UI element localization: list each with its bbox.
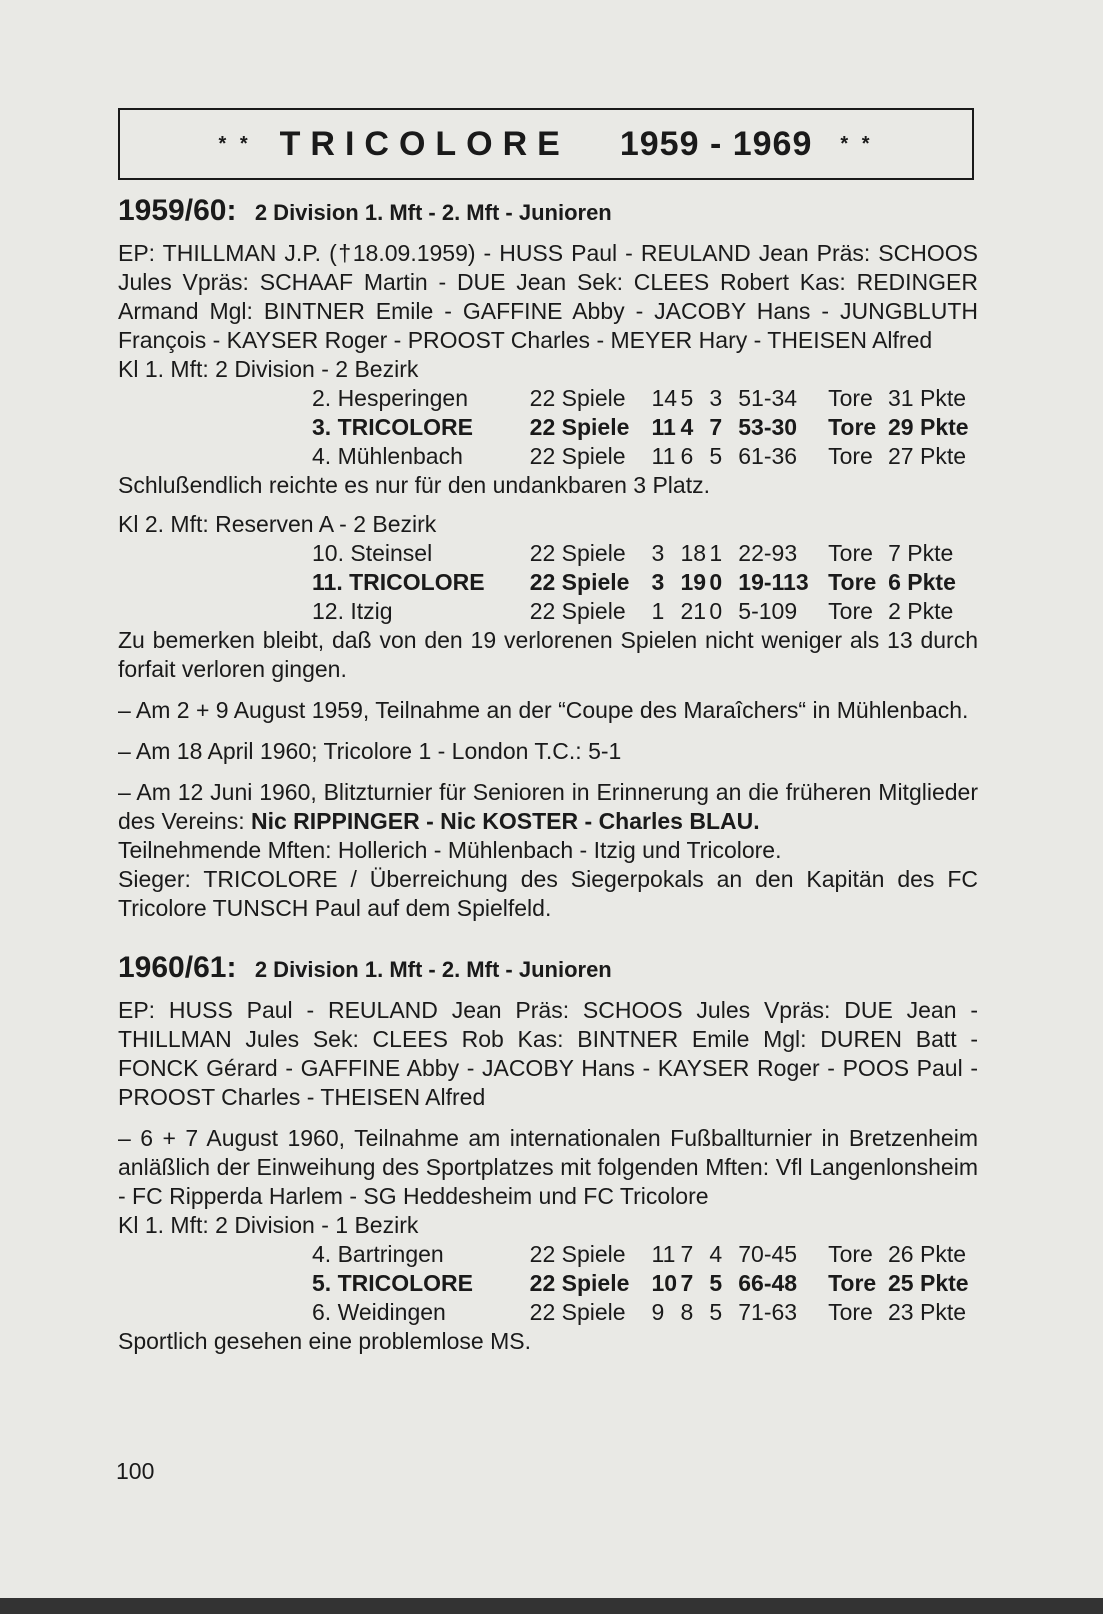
table-cell: 7 [709,414,723,440]
table-cell: 4 [680,414,694,440]
season-1959-heading [118,196,978,227]
table-cell: 3. TRICOLORE [312,414,474,440]
committee-1959: EP: THILLMAN J.P. (†18.09.1959) - HUSS Paul - REULAND Jean Präs: SCHOOS Jules Vpräs: SCHAAF Martin - DUE Jean Sek: CLEES Robert Kas: REDINGER Armand Mgl: BINTNER Emile - GAFFINE Abby - JACOBY Hans - JUNGBLUTH François - KAYSER Roger - PROOST Charles - MEYER Hary - THEISEN Alfred [118,240,978,353]
table-cell: 3 [709,385,723,411]
note-text: Schlußendlich reichte es nur für den undankbaren 3 Platz. [118,472,710,498]
table-cell: 29 Pkte [888,414,969,440]
standings-table [312,384,978,471]
table-cell: 7 [680,1241,694,1267]
class-heading: Kl 1. Mft: 2 Division - 1 Bezirk [118,1212,419,1238]
table-cell: 4. Mühlenbach [312,443,463,469]
table-cell: 6. Weidingen [312,1299,446,1325]
table-cell: Tore [828,540,873,566]
title-stars-left: * * [218,132,252,155]
table-row [312,539,978,568]
table-cell: 1 [709,540,723,566]
table-row [312,1269,978,1298]
table-cell: 22 Spiele [529,1241,626,1267]
class-heading: Kl 1. Mft: 2 Division - 2 Bezirk [118,356,419,382]
table-cell: Tore [828,1241,873,1267]
table-row [312,568,978,597]
table-cell: 19-113 [738,569,809,595]
title-years: 1959 - 1969 [619,124,813,163]
table-cell: 22-93 [738,540,798,566]
table-cell: 22 Spiele [529,1299,626,1325]
title-stars-right: * * [840,132,874,155]
season-subtitle: 2 Division 1. Mft - 2. Mft - Junioren [254,200,612,225]
table-cell: 7 [680,1270,694,1296]
table-cell: 5 [709,1270,723,1296]
table-cell: 7 Pkte [888,540,954,566]
event-text: – Am 12 Juni 1960, Blitzturnier für Senioren in Erinnerung an die früheren Mitglieder des Vereins: Nic RIPPINGER - Nic KOSTER - Charles BLAU. [118,779,978,834]
table-cell: 12. Itzig [312,598,393,624]
table-cell: 22 Spiele [529,385,626,411]
table-cell: Tore [828,443,873,469]
table-cell: 10. Steinsel [312,540,433,566]
table-cell: 5 [680,385,694,411]
table-cell: 9 [651,1299,665,1325]
table-cell: 0 [709,569,723,595]
table-cell: 6 Pkte [888,569,956,595]
table-cell: 21 [680,598,707,624]
table-cell: 6 [680,443,694,469]
note-text: Zu bemerken bleibt, daß von den 19 verlorenen Spielen nicht weniger als 13 durch forfait verloren gingen. [118,627,978,682]
table-cell: 71-63 [738,1299,798,1325]
table-cell: 25 Pkte [888,1270,969,1296]
event-text: Sieger: TRICOLORE / Überreichung des Siegerpokals an den Kapitän des FC Tricolore TUNSCH Paul auf dem Spielfeld. [118,866,978,921]
page-number: 100 [116,1458,155,1484]
table-cell: 22 Spiele [529,414,630,440]
table-cell: 4. Bartringen [312,1241,444,1267]
scan-edge [0,1598,1103,1614]
table-cell: 51-34 [738,385,798,411]
table-row [312,384,978,413]
table-cell: 70-45 [738,1241,798,1267]
table-cell: 8 [680,1299,694,1325]
table-cell: 14 [651,385,678,411]
table-cell: Tore [828,385,873,411]
table-cell: 0 [709,598,723,624]
table-cell: 22 Spiele [529,569,630,595]
table-cell: 11 [651,1241,676,1267]
event-text: – 6 + 7 August 1960, Teilnahme am internationalen Fußballturnier in Bretzenheim anläßlich der Einweihung des Sportplatzes mit folgenden Mften: Vfl Langenlonsheim - FC Ripperda Harlem - SG Heddesheim und FC Tricolore [118,1125,978,1209]
table-cell: 53-30 [738,414,798,440]
table-row [312,1298,978,1327]
class-heading: Kl 2. Mft: Reserven A - 2 Bezirk [118,511,437,537]
season-year: 1960/61: [118,951,237,984]
table-cell: 4 [709,1241,723,1267]
table-cell: 31 Pkte [888,385,966,411]
committee-1960: EP: HUSS Paul - REULAND Jean Präs: SCHOOS Jules Vpräs: DUE Jean - THILLMAN Jules Sek: CLEES Rob Kas: BINTNER Emile Mgl: DUREN Batt - FONCK Gérard - GAFFINE Abby - JACOBY Hans - KAYSER Roger - POOS Paul - PROOST Charles - THEISEN Alfred [118,997,978,1110]
table-cell: 3 [651,540,665,566]
table-cell: 5 [709,1299,723,1325]
event-text: – Am 2 + 9 August 1959, Teilnahme an der “Coupe des Maraîchers“ in Mühlenbach. [118,697,969,723]
table-cell: 11. TRICOLORE [312,569,485,595]
table-row [312,597,978,626]
table-cell: 61-36 [738,443,798,469]
table-cell: 5 [709,443,723,469]
season-subtitle: 2 Division 1. Mft - 2. Mft - Junioren [254,957,612,982]
standings-table [312,1240,978,1327]
season-year: 1959/60: [118,194,237,227]
table-cell: 5. TRICOLORE [312,1270,474,1296]
table-cell: 2 Pkte [888,598,954,624]
table-cell: 11 [651,443,676,469]
table-cell: Tore [828,414,877,440]
table-cell: 22 Spiele [529,443,626,469]
title-word: TRICOLORE [279,124,570,163]
table-cell: 18 [680,540,707,566]
standings-table [312,539,978,626]
table-cell: 3 [651,569,665,595]
table-row [312,413,978,442]
table-cell: Tore [828,569,877,595]
table-cell: Tore [828,1270,877,1296]
page-content [118,196,978,1356]
event-text: Teilnehmende Mften: Hollerich - Mühlenbach - Itzig und Tricolore. [118,837,782,863]
event-text: – Am 18 April 1960; Tricolore 1 - London T.C.: 5-1 [118,738,622,764]
table-cell: 27 Pkte [888,443,966,469]
table-cell: 66-48 [738,1270,798,1296]
table-cell: Tore [828,598,873,624]
table-row [312,1240,978,1269]
table-cell: Tore [828,1299,873,1325]
table-cell: 2. Hesperingen [312,385,468,411]
table-cell: 1 [651,598,665,624]
note-text: Sportlich gesehen eine problemlose MS. [118,1328,531,1354]
table-cell: 23 Pkte [888,1299,966,1325]
table-cell: 22 Spiele [529,598,626,624]
table-cell: 5-109 [738,598,798,624]
table-cell: 11 [651,414,676,440]
table-cell: 10 [651,1270,678,1296]
table-cell: 22 Spiele [529,1270,630,1296]
table-row [312,442,978,471]
title-box [118,108,974,180]
season-1960-heading [118,953,978,984]
table-cell: 19 [680,569,707,595]
table-cell: 26 Pkte [888,1241,966,1267]
table-cell: 22 Spiele [529,540,626,566]
